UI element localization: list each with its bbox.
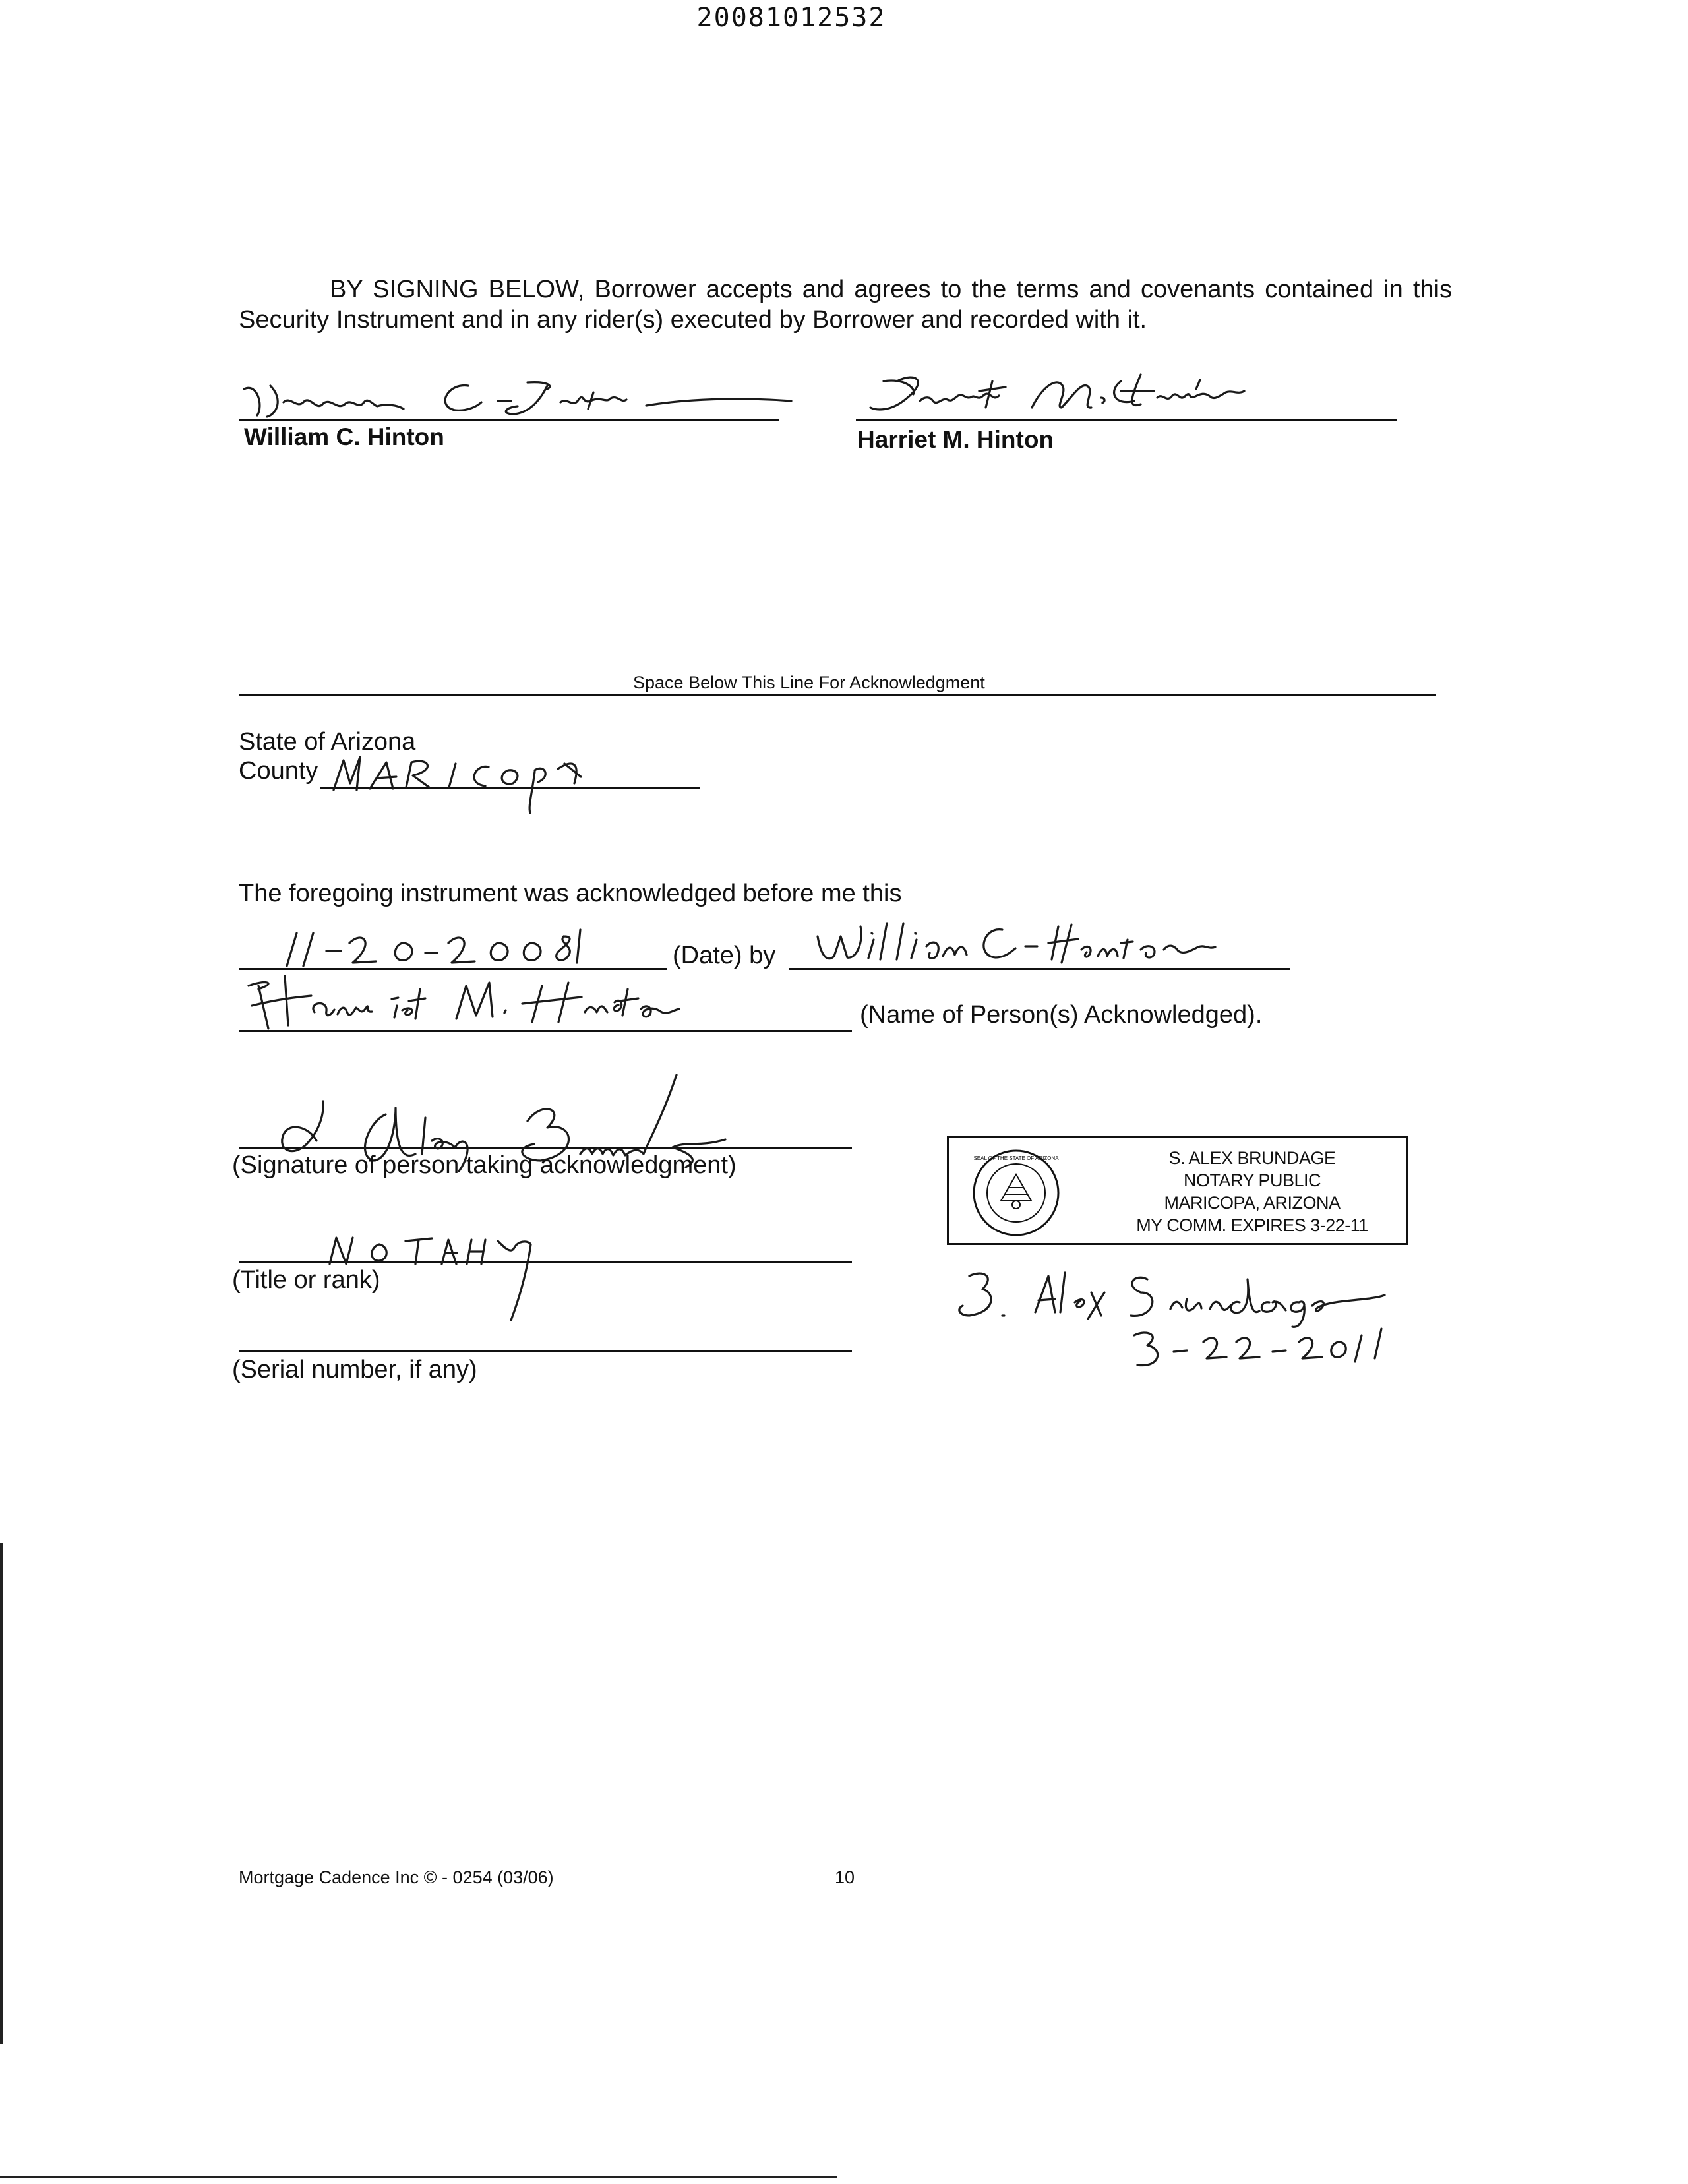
signature-william-hinton bbox=[237, 369, 791, 422]
document-number: 20081012532 bbox=[696, 3, 886, 33]
date-label: (Date) by bbox=[673, 942, 776, 969]
acknowledged-name-harriet bbox=[239, 963, 832, 1035]
persons-acknowledged-label: (Name of Person(s) Acknowledged). bbox=[860, 1001, 1263, 1029]
stamp-notary-title: NOTARY PUBLIC bbox=[1183, 1170, 1321, 1190]
acknowledgment-divider-label: Space Below This Line For Acknowledgment bbox=[633, 673, 985, 692]
notary-signature-label: (Signature of person taking acknowledgment) bbox=[232, 1151, 737, 1179]
serial-line bbox=[239, 1350, 852, 1352]
borrower-clause: BY SIGNING BELOW, Borrower accepts and agrees to the terms and covenants contained in this Security Instrument and in any rider(s) executed by Borrower and recorded with it. bbox=[239, 276, 1452, 334]
borrower-name-harriet: Harriet M. Hinton bbox=[857, 426, 1054, 453]
notary-stamp bbox=[947, 1136, 1408, 1245]
title-label: (Title or rank) bbox=[232, 1266, 380, 1294]
stamp-expiry: MY COMM. EXPIRES 3-22-11 bbox=[1136, 1215, 1368, 1235]
county-handwriting-maricopa bbox=[320, 744, 650, 816]
scan-edge-left bbox=[0, 1543, 3, 2044]
stamp-location: MARICOPA, ARIZONA bbox=[1164, 1193, 1341, 1213]
arizona-seal-icon bbox=[971, 1148, 1061, 1238]
stamp-notary-name: S. ALEX BRUNDAGE bbox=[1168, 1148, 1336, 1168]
acknowledged-name-william bbox=[798, 910, 1319, 976]
state-line: State of Arizona bbox=[239, 728, 416, 756]
acknowledgment-divider-line bbox=[239, 694, 1436, 696]
signature-harriet-hinton bbox=[857, 361, 1266, 421]
svg-text:SEAL OF THE STATE OF ARIZONA: SEAL OF THE STATE OF ARIZONA bbox=[973, 1155, 1059, 1161]
acknowledgment-intro: The foregoing instrument was acknowledged before me this bbox=[239, 880, 902, 907]
footer-page-number: 10 bbox=[835, 1867, 855, 1887]
county-label: County bbox=[239, 757, 318, 785]
footer-form-id: Mortgage Cadence Inc © - 0254 (03/06) bbox=[239, 1867, 554, 1887]
serial-label: (Serial number, if any) bbox=[232, 1356, 477, 1383]
handwritten-notary-date bbox=[1121, 1312, 1398, 1378]
scan-edge-bottom bbox=[0, 2176, 837, 2178]
borrower-name-william: William C. Hinton bbox=[244, 423, 444, 450]
